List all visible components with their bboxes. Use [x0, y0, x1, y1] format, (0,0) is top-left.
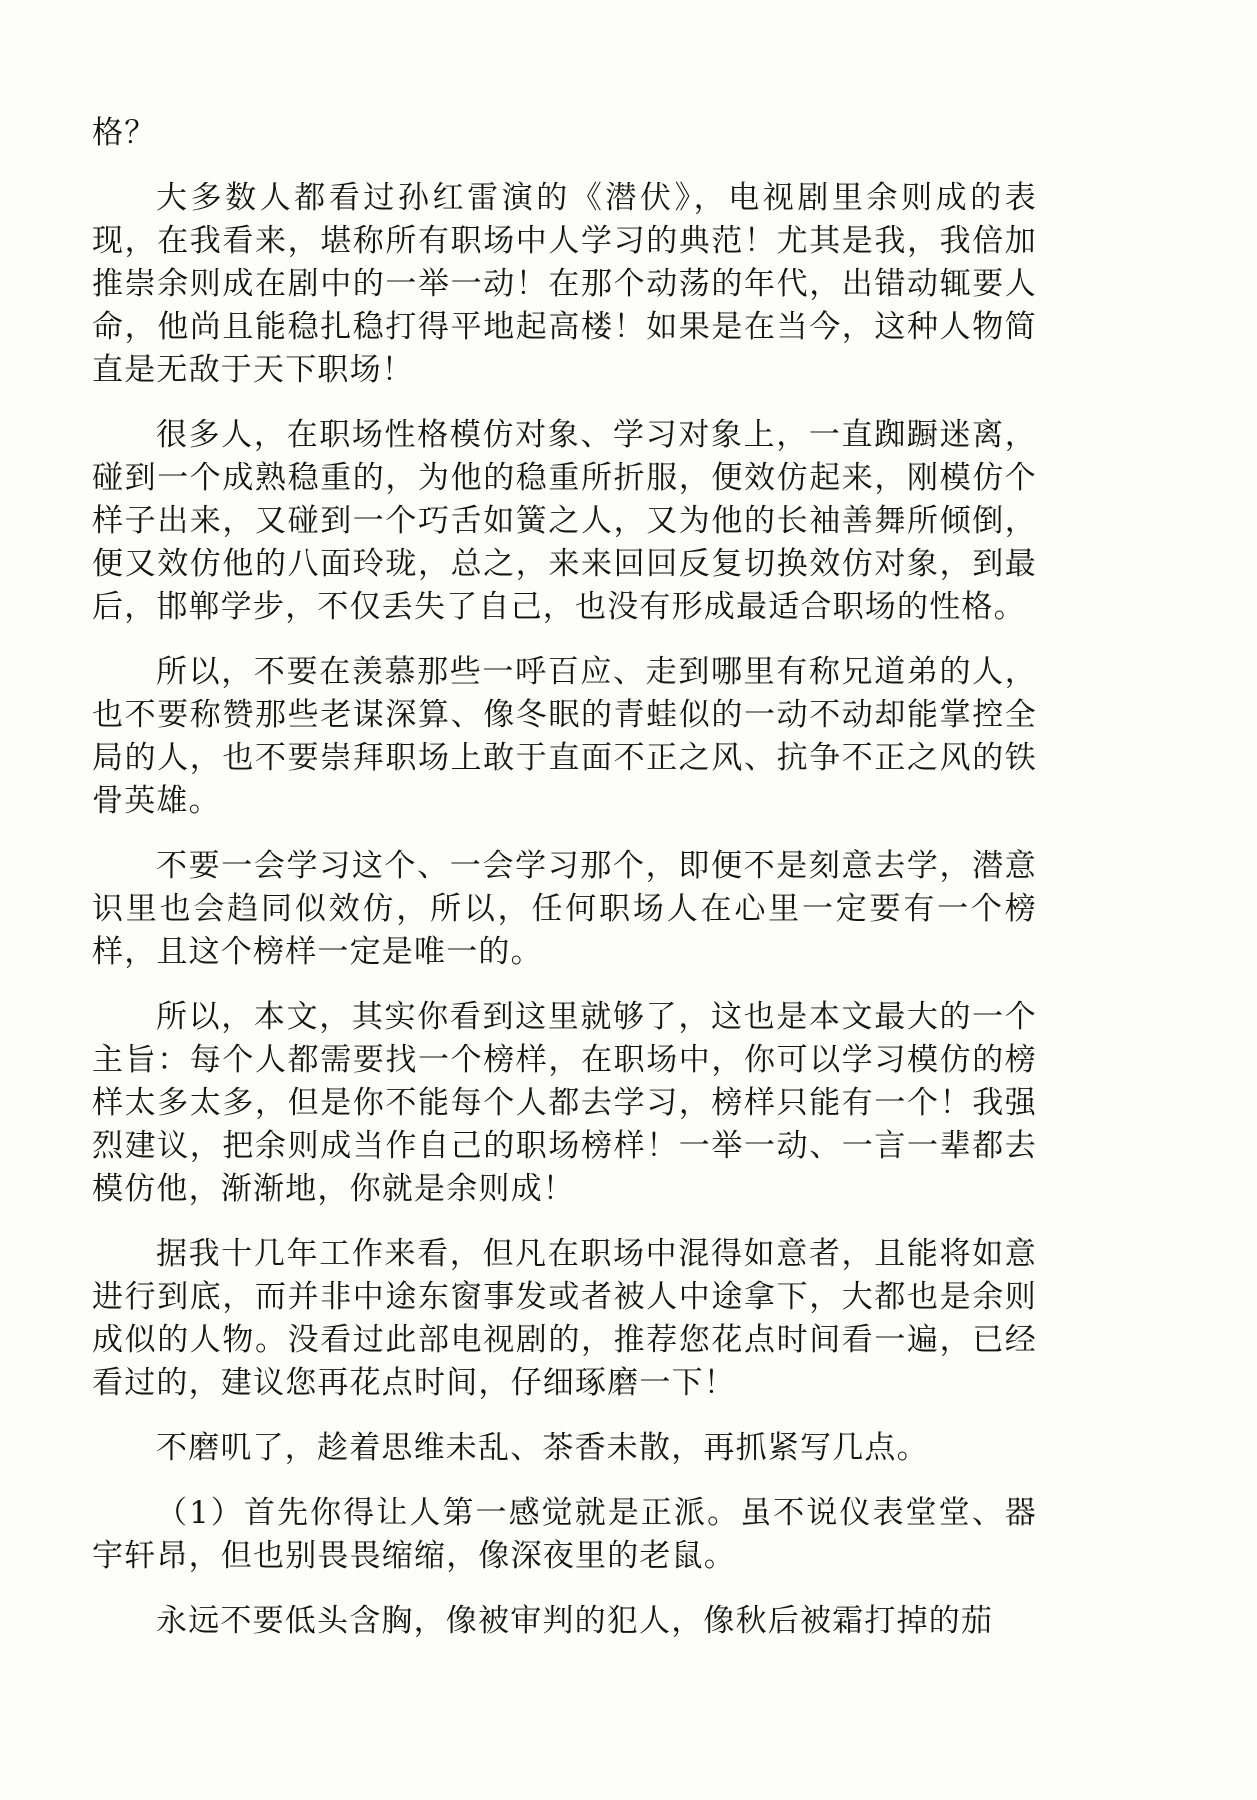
paragraph-point-one: （1）首先你得让人第一感觉就是正派。虽不说仪表堂堂、器宇轩昂，但也别畏畏缩缩，像深夜里的老鼠。 [92, 1495, 1037, 1574]
paragraph-experience: 据我十几年工作来看，但凡在职场中混得如意者，且能将如意进行到底，而并非中途东窗事发或者被人中途拿下，大都也是余则成似的人物。没看过此部电视剧的，推荐您花点时间看一遍，已经看过的，建议您再花点时间，仔细琢磨一下！ [92, 1236, 1037, 1401]
paragraph-transition: 不磨叽了，趁着思维未乱、茶香未散，再抓紧写几点。 [156, 1430, 929, 1466]
paragraph-do-not-admire: 所以，不要在羡慕那些一呼百应、走到哪里有称兄道弟的人，也不要称赞那些老谋深算、像冬眠的青蛙似的一动不动却能掌控全局的人，也不要崇拜职场上敢于直面不正之风、抗争不正之风的铁骨英雄。 [92, 654, 1037, 819]
paragraph-main-point: 所以，本文，其实你看到这里就够了，这也是本文最大的一个主旨：每个人都需要找一个榜样，在职场中，你可以学习模仿的榜样太多太多，但是你不能每个人都去学习，榜样只能有一个！我强烈建议，把余则成当作自己的职场榜样！一举一动、一言一辈都去模仿他，渐渐地，你就是余则成！ [92, 999, 1037, 1207]
paragraph-posture: 永远不要低头含胸，像被审判的犯人，像秋后被霜打掉的茄 [156, 1603, 994, 1639]
paragraph-imitation-confusion: 很多人，在职场性格模仿对象、学习对象上，一直踟蹰迷离，碰到一个成熟稳重的，为他的稳重所折服，便效仿起来，刚模仿个样子出来，又碰到一个巧舌如簧之人，又为他的长袖善舞所倾倒，便又效仿他的八面玲珑，总之，来来回回反复切换效仿对象，到最后，邯郸学步，不仅丢失了自己，也没有形成最适合职场的性格。 [92, 417, 1037, 625]
paragraph-single-role-model: 不要一会学习这个、一会学习那个，即便不是刻意去学，潜意识里也会趋同似效仿，所以，任何职场人在心里一定要有一个榜样，且这个榜样一定是唯一的。 [92, 848, 1037, 970]
paragraph-continuation: 格？ [92, 115, 157, 151]
paragraph-qianfu-intro: 大多数人都看过孙红雷演的《潜伏》，电视剧里余则成的表现，在我看来，堪称所有职场中人学习的典范！尤其是我，我倍加推崇余则成在剧中的一举一动！在那个动荡的年代，出错动辄要人命，他尚且能稳扎稳打得平地起高楼！如果是在当今，这种人物简直是无敌于天下职场！ [92, 180, 1037, 388]
body-text [92, 112, 1037, 1643]
